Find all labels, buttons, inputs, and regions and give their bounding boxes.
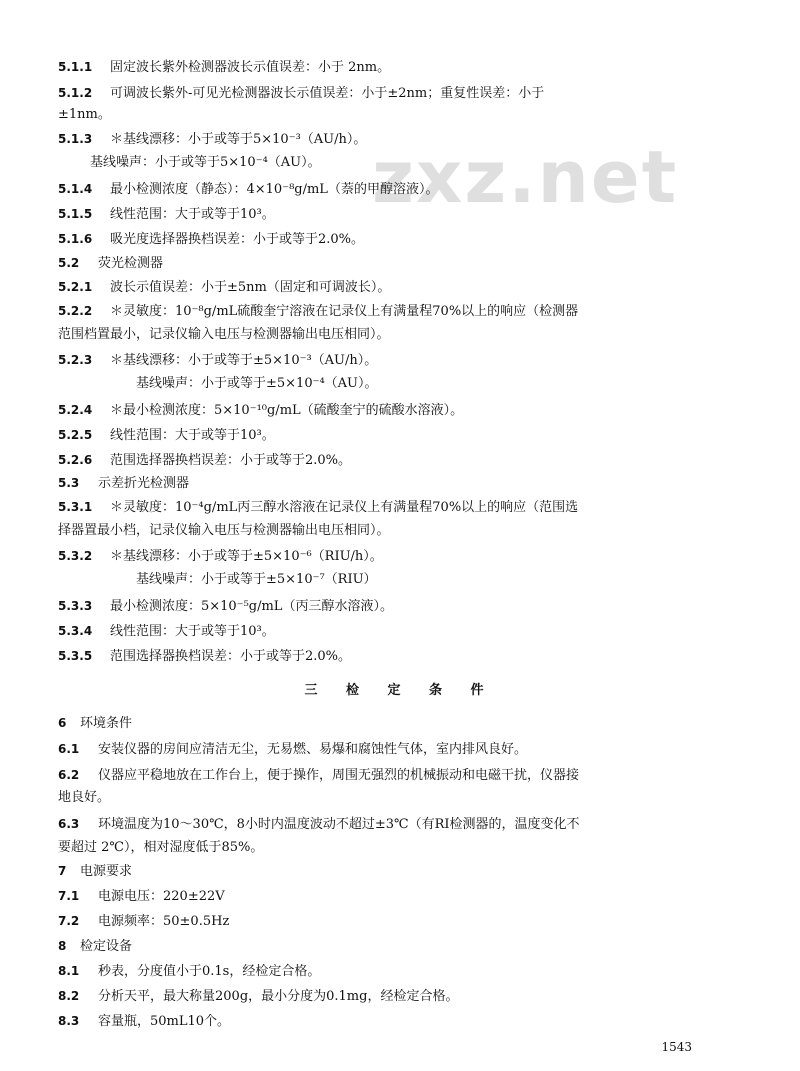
clause-5-3-5: 5.3.5 范围选择器换档误差：小于或等于2.0%。 bbox=[58, 649, 352, 664]
clause-5-1-2-cont: ±1nm。 bbox=[58, 107, 111, 122]
clause-5-1-4: 5.1.4 最小检测浓度（静态）：4×10⁻⁸g/mL（萘的甲醇溶液）。 bbox=[58, 182, 439, 197]
section-5-2: 5.2 荧光检测器 bbox=[58, 256, 164, 271]
clause-5-3-4: 5.3.4 线性范围：大于或等于10³。 bbox=[58, 624, 275, 639]
clause-5-2-4: 5.2.4 ＊最小检测浓度：5×10⁻¹⁰g/mL（硫酸奎宁的硫酸水溶液）。 bbox=[58, 403, 464, 418]
watermark: zxz.net bbox=[372, 135, 679, 219]
clause-5-3-2-noise: 基线噪声：小于或等于±5×10⁻⁷（RIU） bbox=[136, 572, 377, 587]
clause-5-2-3: 5.2.3 ＊基线漂移：小于或等于±5×10⁻³（AU/h）。 bbox=[58, 353, 378, 368]
section-title: 三 检 定 条 件 bbox=[304, 683, 496, 698]
clause-5-1-3-noise: 基线噪声：小于或等于5×10⁻⁴（AU）。 bbox=[90, 155, 321, 170]
clause-5-1-2: 5.1.2 可调波长紫外-可见光检测器波长示值误差：小于±2nm；重复性误差：小于 bbox=[58, 86, 545, 101]
clause-5-2-1: 5.2.1 波长示值误差：小于±5nm（固定和可调波长）。 bbox=[58, 280, 391, 295]
page-number: 1543 bbox=[661, 1040, 692, 1054]
clause-7-1: 7.1 电源电压：220±22V bbox=[58, 889, 225, 904]
clause-7-2: 7.2 电源频率：50±0.5Hz bbox=[58, 914, 230, 929]
clause-5-2-2-cont: 范围档置最小，记录仪输入电压与检测器输出电压相同）。 bbox=[58, 327, 390, 342]
clause-5-2-3-noise: 基线噪声：小于或等于±5×10⁻⁴（AU）。 bbox=[136, 376, 378, 391]
clause-5-1-6: 5.1.6 吸光度选择器换档误差：小于或等于2.0%。 bbox=[58, 232, 365, 247]
clause-5-1-3: 5.1.3 ＊基线漂移：小于或等于5×10⁻³（AU/h）。 bbox=[58, 132, 367, 147]
section-6: 6 环境条件 bbox=[58, 716, 133, 731]
clause-6-2: 6.2 仪器应平稳地放在工作台上，便于操作，周围无强烈的机械振动和电磁干扰，仪器接 bbox=[58, 768, 580, 783]
clause-5-3-3: 5.3.3 最小检测浓度：5×10⁻⁵g/mL（丙三醇水溶液）。 bbox=[58, 599, 393, 614]
section-5-3: 5.3 示差折光检测器 bbox=[58, 476, 190, 491]
clause-8-1: 8.1 秒表，分度值小于0.1s，经检定合格。 bbox=[58, 964, 321, 979]
clause-8-2: 8.2 分析天平，最大称量200g，最小分度为0.1mg，经检定合格。 bbox=[58, 989, 459, 1004]
section-7: 7 电源要求 bbox=[58, 864, 133, 879]
clause-8-3: 8.3 容量瓶，50mL10个。 bbox=[58, 1014, 231, 1029]
clause-5-3-2: 5.3.2 ＊基线漂移：小于或等于±5×10⁻⁶（RIU/h）。 bbox=[58, 549, 383, 564]
clause-5-2-6: 5.2.6 范围选择器换档误差：小于或等于2.0%。 bbox=[58, 453, 352, 468]
clause-5-3-1: 5.3.1 ＊灵敏度：10⁻⁴g/mL丙三醇水溶液在记录仪上有满量程70%以上的响应（范围选 bbox=[58, 500, 579, 515]
clause-6-1: 6.1 安装仪器的房间应清洁无尘，无易燃、易爆和腐蚀性气体，室内排风良好。 bbox=[58, 742, 528, 757]
clause-6-3-cont: 要超过 2℃），相对湿度低于85%。 bbox=[58, 840, 264, 855]
clause-6-3: 6.3 环境温度为10～30℃，8小时内温度波动不超过±3℃（有RI检测器的，温度变化不 bbox=[58, 817, 580, 832]
section-8: 8 检定设备 bbox=[58, 939, 133, 954]
clause-5-3-1-cont: 择器置最小档，记录仪输入电压与检测器输出电压相同）。 bbox=[58, 523, 390, 538]
clause-5-1-1: 5.1.1 固定波长紫外检测器波长示值误差：小于 2nm。 bbox=[58, 60, 391, 75]
clause-6-2-cont: 地良好。 bbox=[58, 790, 111, 805]
clause-5-1-5: 5.1.5 线性范围：大于或等于10³。 bbox=[58, 207, 275, 222]
clause-5-2-2: 5.2.2 ＊灵敏度：10⁻⁸g/mL硫酸奎宁溶液在记录仪上有满量程70%以上的响应（检测器 bbox=[58, 304, 579, 319]
clause-5-2-5: 5.2.5 线性范围：大于或等于10³。 bbox=[58, 428, 275, 443]
